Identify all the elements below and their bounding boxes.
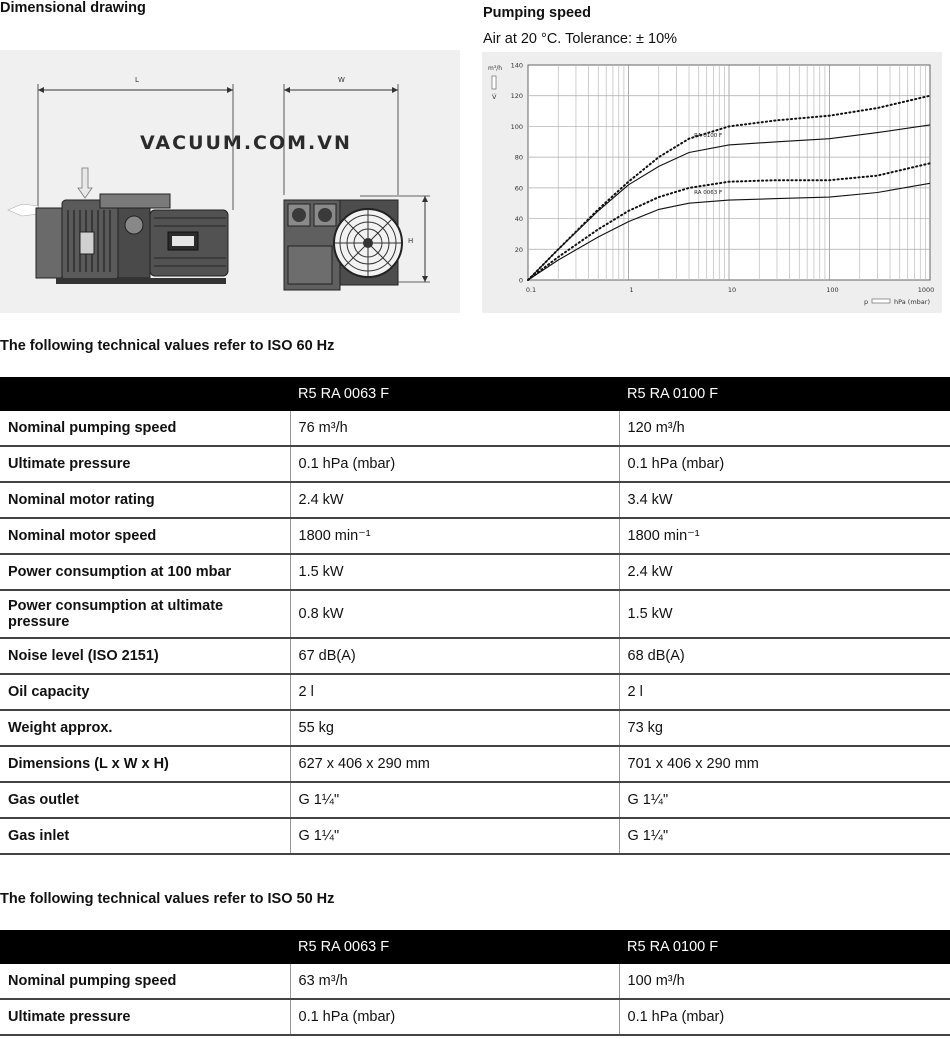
value-cell: 100 m³/h [619,964,950,999]
value-cell: 76 m³/h [290,411,619,446]
pumping-speed-title: Pumping speed [483,5,591,21]
table-row [0,518,950,554]
series-annotation: RA 0100 F [694,133,723,140]
row-label-cell: Gas inlet [0,818,290,854]
y-tick-label: 0 [518,276,523,285]
value-cell: 2 l [619,674,950,710]
iso60-spec-table [0,377,950,855]
row-label-cell: Power consumption at ultimate pressure [0,590,290,638]
value-cell: G 1¼" [619,782,950,818]
row-label-cell: Weight approx. [0,710,290,746]
header-cell: R5 RA 0063 F [290,377,619,411]
value-cell: 63 m³/h [290,964,619,999]
x-axis-arrow [872,299,890,303]
value-cell: G 1¼" [290,818,619,854]
dimensional-drawing-title: Dimensional drawing [0,0,146,16]
row-label-cell: Nominal pumping speed [0,964,290,999]
table-row [0,674,950,710]
value-cell: 2.4 kW [619,554,950,590]
table-row [0,446,950,482]
row-label-cell: Gas outlet [0,782,290,818]
value-cell: G 1¼" [290,782,619,818]
value-cell: 0.1 hPa (mbar) [290,446,619,482]
y-tick-label: 40 [514,215,523,224]
table-header-row [0,930,950,964]
row-label-cell: Oil capacity [0,674,290,710]
pump-drawing-svg [0,50,460,313]
value-cell: 55 kg [290,710,619,746]
dimensional-drawing [0,50,460,313]
watermark-text: VACUUM.COM.VN [140,132,352,154]
value-cell: 1.5 kW [619,590,950,638]
pumping-speed-chart [482,52,942,313]
row-label-cell: Power consumption at 100 mbar [0,554,290,590]
table-row [0,818,950,854]
x-tick-label: 100 [826,286,839,294]
y-tick-label: 20 [514,245,523,254]
value-cell: 0.1 hPa (mbar) [290,999,619,1035]
header-cell [0,377,290,411]
pumping-speed-subtitle: Air at 20 °C. Tolerance: ± 10% [483,31,678,47]
row-label-cell: Dimensions (L x W x H) [0,746,290,782]
table-row [0,964,950,999]
table-row [0,710,950,746]
header-cell: R5 RA 0100 F [619,377,950,411]
x-axis-label: hPa (mbar) [894,298,930,306]
table-row [0,746,950,782]
value-cell: 0.1 hPa (mbar) [619,446,950,482]
value-cell: 1.5 kW [290,554,619,590]
row-label-cell: Nominal pumping speed [0,411,290,446]
y-tick-label: 60 [514,184,523,193]
y-axis-label: m³/h [488,65,503,72]
value-cell: 120 m³/h [619,411,950,446]
row-label-cell: Noise level (ISO 2151) [0,638,290,674]
value-cell: 0.1 hPa (mbar) [619,999,950,1035]
value-cell: 1800 min⁻¹ [290,518,619,554]
dim-label-h: H [408,237,414,245]
value-cell: 627 x 406 x 290 mm [290,746,619,782]
x-axis-symbol: p [864,298,869,306]
row-label-cell: Nominal motor speed [0,518,290,554]
x-tick-label: 10 [727,286,737,294]
y-tick-label: 140 [510,61,523,70]
table-row [0,482,950,518]
x-tick-label: 1000 [917,286,935,294]
header-cell: R5 RA 0100 F [619,930,950,964]
value-cell: 2 l [290,674,619,710]
x-tick-label: 1 [629,286,634,294]
table-row [0,554,950,590]
table-row [0,999,950,1035]
table-row [0,411,950,446]
header-cell [0,930,290,964]
table-row [0,590,950,638]
iso50-title: The following technical values refer to ISO 50 Hz [0,891,335,907]
row-label-cell: Ultimate pressure [0,999,290,1035]
iso60-title: The following technical values refer to ISO 60 Hz [0,338,335,354]
dim-label-l: L [135,76,139,84]
value-cell: 701 x 406 x 290 mm [619,746,950,782]
value-cell: G 1¼" [619,818,950,854]
value-cell: 2.4 kW [290,482,619,518]
value-cell: 0.8 kW [290,590,619,638]
value-cell: 67 dB(A) [290,638,619,674]
y-axis-symbol: V̇ [492,93,497,101]
y-tick-label: 100 [510,122,523,131]
row-label-cell: Nominal motor rating [0,482,290,518]
value-cell: 1800 min⁻¹ [619,518,950,554]
header-cell: R5 RA 0063 F [290,930,619,964]
iso50-spec-table [0,930,950,1036]
y-tick-label: 80 [514,153,523,162]
series-annotation: RA 0063 F [694,190,723,196]
dim-label-w: W [338,76,345,84]
value-cell: 73 kg [619,710,950,746]
y-tick-label: 120 [510,92,523,101]
x-tick-label: 0.1 [525,286,537,294]
table-row [0,638,950,674]
y-axis-arrow [492,76,496,89]
table-header-row [0,377,950,411]
row-label-cell: Ultimate pressure [0,446,290,482]
value-cell: 3.4 kW [619,482,950,518]
value-cell: 68 dB(A) [619,638,950,674]
table-row [0,782,950,818]
chart-svg [482,52,942,313]
